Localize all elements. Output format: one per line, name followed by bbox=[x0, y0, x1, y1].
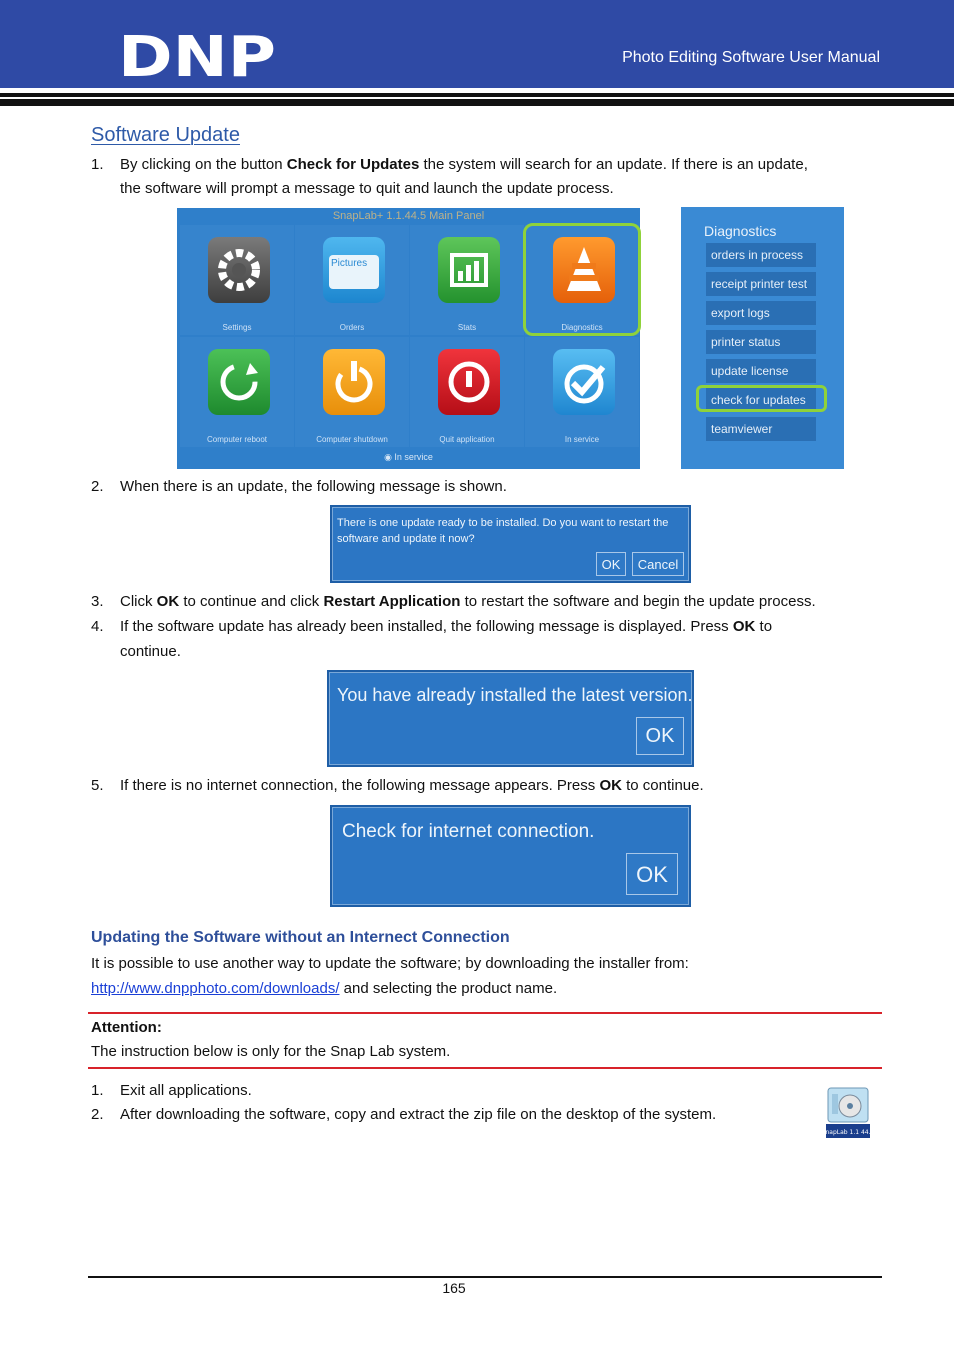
step-number: 5. bbox=[91, 777, 104, 794]
tile-quit-application[interactable]: Quit application bbox=[410, 337, 524, 447]
in-service-footer[interactable]: ◉ In service bbox=[384, 452, 433, 462]
step-text: Click OK to continue and click Restart Application to restart the software and begin the update process. bbox=[120, 593, 816, 610]
page-header bbox=[0, 0, 954, 88]
check-for-updates-highlight bbox=[696, 385, 827, 412]
header-divider-thick bbox=[0, 99, 954, 106]
diagnostics-title: Diagnostics bbox=[704, 223, 777, 239]
tile-stats[interactable]: Stats bbox=[410, 225, 524, 335]
step-text-continued: continue. bbox=[120, 643, 181, 660]
diag-teamviewer[interactable]: teamviewer bbox=[706, 417, 816, 441]
dnp-logo bbox=[118, 25, 278, 90]
diag-printer-status[interactable]: printer status bbox=[706, 330, 816, 354]
diagnostics-highlight bbox=[523, 223, 641, 336]
main-panel-screenshot bbox=[177, 208, 640, 469]
header-divider bbox=[0, 93, 954, 97]
offline-paragraph: It is possible to use another way to update the software; by downloading the installer from: bbox=[91, 955, 689, 972]
tile-in-service[interactable]: In service bbox=[525, 337, 639, 447]
svg-text:SnapLab 1.1 44.5: SnapLab 1.1 44.5 bbox=[821, 1129, 875, 1136]
tile-settings[interactable]: Settings bbox=[180, 225, 294, 335]
manual-title: Photo Editing Software User Manual bbox=[622, 49, 880, 66]
step-text: If there is no internet connection, the following message appears. Press OK to continue. bbox=[120, 777, 704, 794]
update-dialog-message: There is one update ready to be installed. Do you want to restart the software and update it now? bbox=[337, 517, 669, 545]
tile-diagnostics[interactable]: Diagnostics bbox=[525, 225, 639, 335]
step-number: 4. bbox=[91, 618, 104, 635]
gear-icon bbox=[208, 237, 270, 303]
internet-connection-dialog bbox=[330, 805, 691, 907]
ok-button[interactable]: OK bbox=[636, 717, 684, 755]
diag-update-license[interactable]: update license bbox=[706, 359, 816, 383]
attention-bottom-rule bbox=[88, 1067, 882, 1069]
downloads-link[interactable]: http://www.dnpphoto.com/downloads/ bbox=[91, 980, 340, 997]
checkmark-icon bbox=[553, 349, 615, 415]
diag-orders-in-process[interactable]: orders in process bbox=[706, 243, 816, 267]
tile-orders[interactable]: Pictures Orders bbox=[295, 225, 409, 335]
subsection-title: Updating the Software without an Internect Connection bbox=[91, 929, 510, 946]
step-number: 2. bbox=[91, 478, 104, 495]
section-title: Software Update bbox=[91, 124, 240, 146]
svg-text:DNP: DNP bbox=[118, 25, 276, 90]
footer-rule bbox=[88, 1276, 882, 1278]
offline-paragraph-continued: http://www.dnpphoto.com/downloads/ and selecting the product name. bbox=[91, 980, 558, 997]
diagnostics-panel-screenshot bbox=[681, 207, 844, 469]
latest-version-dialog bbox=[327, 670, 694, 767]
ok-button[interactable]: OK bbox=[596, 552, 626, 576]
step-number: 2. bbox=[91, 1106, 104, 1123]
page-number: 165 bbox=[442, 1280, 466, 1296]
installer-zip-icon[interactable] bbox=[821, 1086, 875, 1138]
step-text: If the software update has already been installed, the following message is displayed. Press OK to bbox=[120, 618, 773, 635]
step-text: Exit all applications. bbox=[120, 1082, 252, 1099]
cancel-button[interactable]: Cancel bbox=[632, 552, 684, 576]
main-panel-title: SnapLab+ 1.1.44.5 Main Panel bbox=[332, 210, 485, 222]
attention-label: Attention: bbox=[91, 1019, 162, 1036]
step-number: 3. bbox=[91, 593, 104, 610]
diag-check-for-updates[interactable]: check for updates bbox=[706, 388, 816, 412]
latest-version-message: You have already installed the latest version. bbox=[337, 685, 693, 705]
quit-icon bbox=[438, 349, 500, 415]
diag-receipt-printer-test[interactable]: receipt printer test bbox=[706, 272, 816, 296]
pictures-folder-icon: Pictures bbox=[323, 237, 385, 303]
update-dialog bbox=[330, 505, 691, 583]
attention-top-rule bbox=[88, 1012, 882, 1014]
step-text: By clicking on the button Check for Updates the system will search for an update. If there is an update, bbox=[120, 156, 808, 173]
internet-connection-message: Check for internet connection. bbox=[342, 821, 595, 842]
step-text: When there is an update, the following message is shown. bbox=[120, 478, 507, 495]
tile-computer-shutdown[interactable]: Computer shutdown bbox=[295, 337, 409, 447]
step-text-continued: the software will prompt a message to quit and launch the update process. bbox=[120, 180, 614, 197]
diag-export-logs[interactable]: export logs bbox=[706, 301, 816, 325]
step-text: After downloading the software, copy and extract the zip file on the desktop of the system. bbox=[120, 1106, 717, 1123]
step-number: 1. bbox=[91, 156, 104, 173]
attention-text: The instruction below is only for the Snap Lab system. bbox=[91, 1043, 451, 1060]
step-number: 1. bbox=[91, 1082, 104, 1099]
ok-button[interactable]: OK bbox=[626, 853, 678, 895]
tile-computer-reboot[interactable]: Computer reboot bbox=[180, 337, 294, 447]
refresh-icon bbox=[208, 349, 270, 415]
bar-chart-icon bbox=[438, 237, 500, 303]
power-icon bbox=[323, 349, 385, 415]
